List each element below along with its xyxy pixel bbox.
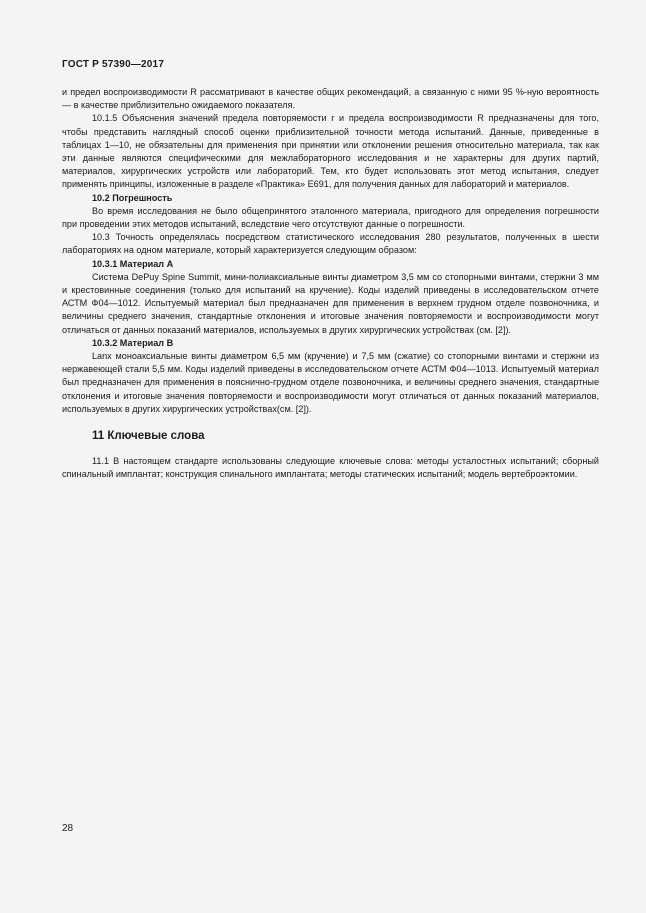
paragraph-material-b: Lanx моноаксиальные винты диаметром 6,5 мм (кручение) и 7,5 мм (сжатие) со стопорными винтами и стержни из нержавеющей стали 5,5 мм. Коды изделий приведены в исследовательском отчете АСТМ Ф04—1013. Испытуемый материал был предназначен для применения в пояснично-грудном отделе позвоночника, и величины среднего значения, стандартные отклонения и итоговые значения повторяемости и воспроизводимости могут отличаться от данных показаний материалов, используемых в других хирургических устройствах(см. [2]). [62, 351, 599, 414]
paragraph-10-1-5: 10.1.5 Объяснения значений предела повторяемости r и предела воспроизводимости R предназначены для того, чтобы представить наглядный способ оценки приблизительной точности метода испытаний. Данные, приведенные в таблицах 1—10, не обязательны для применения при принятии или отклонении решения относительно материала, так как эти данные являются специфическими для межлабораторного исследования и не характерны для других партий, материалов, хирургических устройств или лабораторий. Тем, кто будет использовать этот метод испытания, следует применять принципы, изложенные в разделе «Практика» Е691, для получения данных для лабораторий и материалов. [62, 113, 599, 190]
paragraph-11-1: 11.1 В настоящем стандарте использованы следующие ключевые слова: методы усталостных испытаний; сборный спинальный имплантат; конструкция спинального имплантата; методы статических испытаний; модель вертеброэктомии. [62, 456, 599, 480]
subheading-10-3-2: 10.3.2 Материал В [92, 337, 174, 348]
subheading-10-3-1: 10.3.1 Материал А [92, 258, 174, 269]
subheading-10-2: 10.2 Погрешность [92, 192, 173, 203]
paragraph-10-3: 10.3 Точность определялась посредством статистического исследования 280 результатов, полученных в шести лабораториях на одном материале, который характеризуется следующим образом: [62, 232, 599, 256]
page-number: 28 [62, 823, 74, 834]
paragraph-bias: Во время исследования не было общепринятого эталонного материала, пригодного для определения погрешности при проведении этих методов испытаний, вследствие чего отсутствуют данные о погрешности. [62, 205, 599, 230]
page-content [62, 86, 599, 482]
paragraph-material-a: Система DePuy Spine Summit, мини-полиаксиальные винты диаметром 3,5 мм со стопорными винтами, стержни 3 мм и крестовинные соединения (только для испытаний на кручение). Коды изделий приведены в исследовательском отчете АСТМ Ф04—1012. Испытуемый материал был предназначен для применения в верхнем грудном отделе позвоночника, и величины среднего значения, стандартные отклонения и итоговые значения повторяемости и воспроизводимости могут отличаться от данных показаний материалов, используемых в других хирургических устройствах (см. [2]). [62, 271, 599, 335]
document-header: ГОСТ Р 57390—2017 [62, 59, 165, 70]
section-title-keywords: 11 Ключевые слова [92, 430, 205, 443]
paragraph-continuation: и предел воспроизводимости R рассматривают в качестве общих рекомендаций, а связанную с ними 95 %-ную вероятность — в качестве приблизительно ожидаемого показателя. [62, 87, 599, 111]
